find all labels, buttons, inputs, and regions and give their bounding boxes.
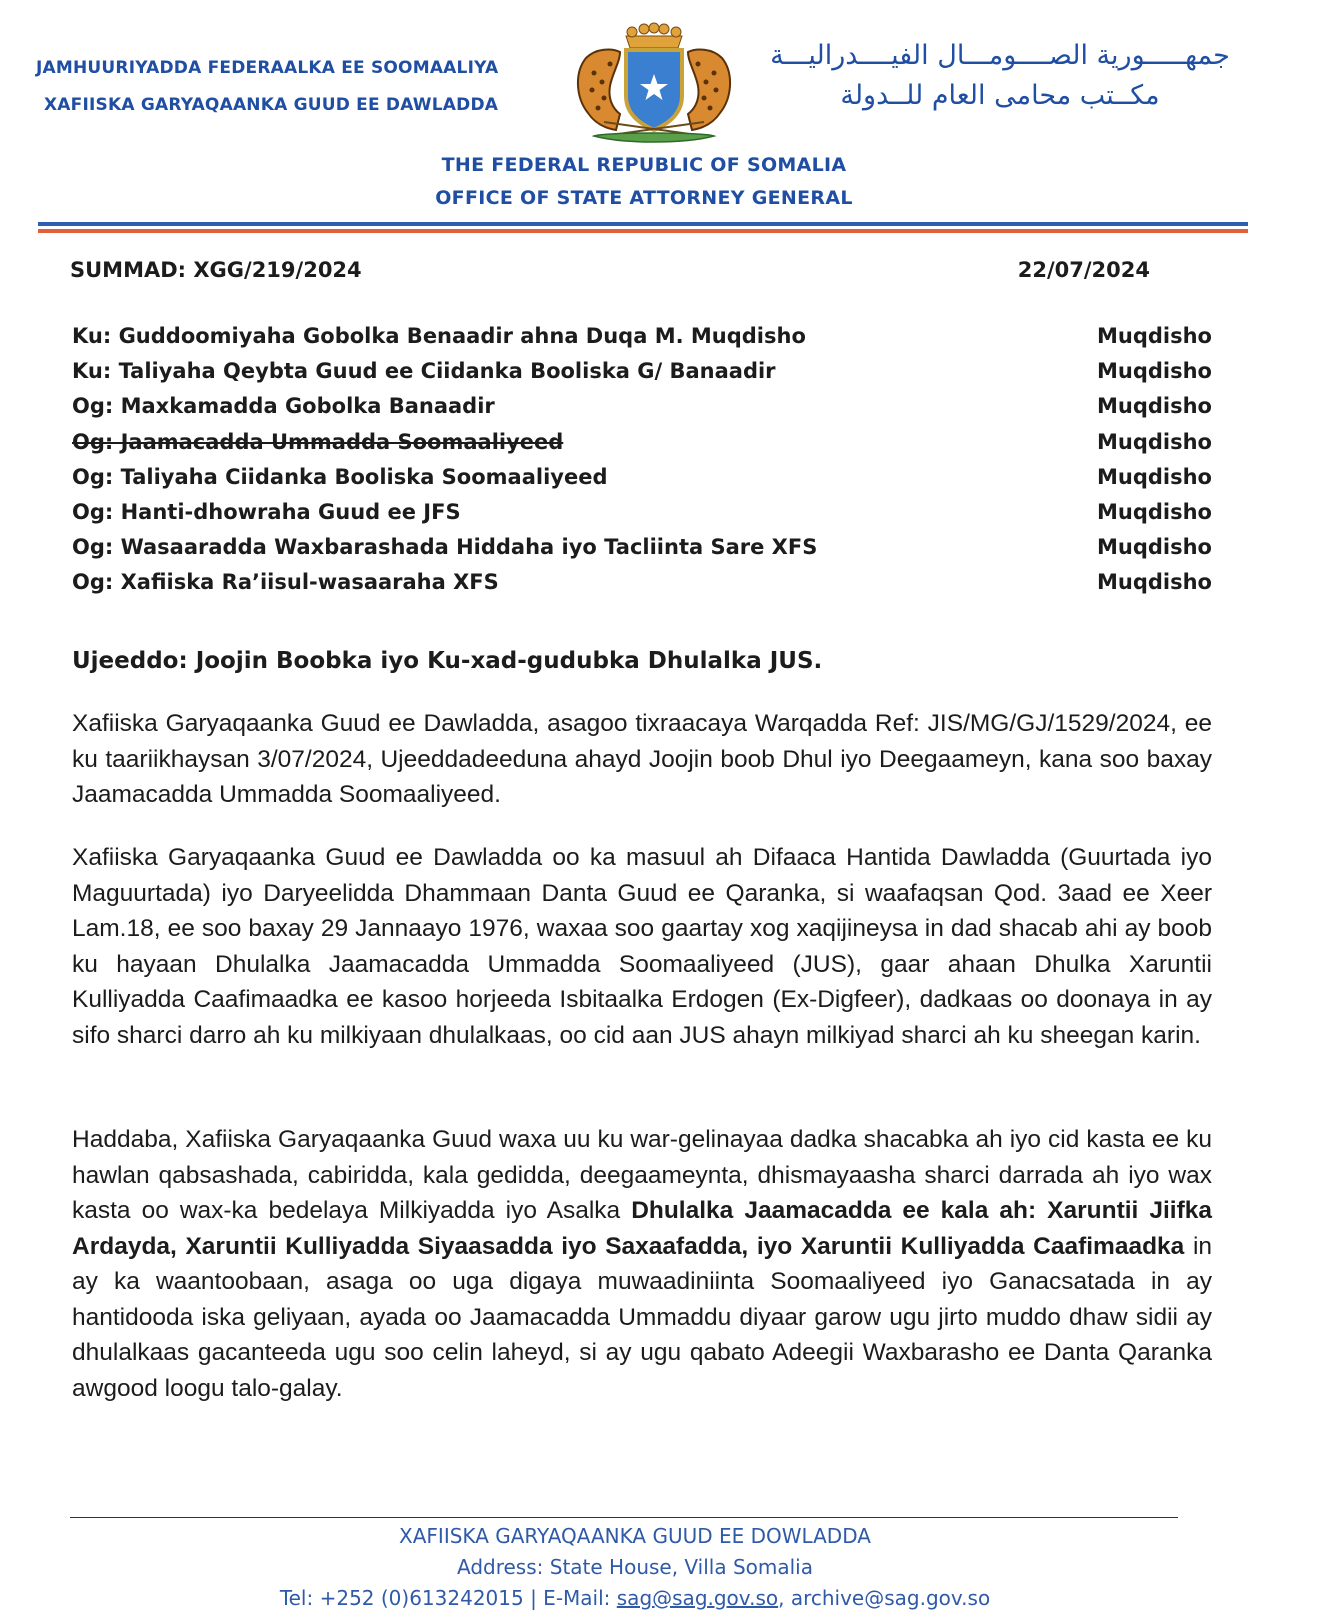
recipient-name: Og: Hanti-dhowraha Guud ee JFS (72, 499, 461, 524)
subject-line: Ujeeddo: Joojin Boobka iyo Ku-xad-gudubka Dhulalka JUS. (72, 648, 823, 674)
header-rule-blue (38, 222, 1248, 226)
recipient-name: Og: Xafiiska Ra’iisul-wasaaraha XFS (72, 570, 499, 595)
recipient-city: Muqdisho (1097, 570, 1212, 595)
letterhead-ar-line2: مكــتب محامى العام للــدولة (840, 80, 1160, 111)
recipient-row (72, 394, 1212, 429)
reference-number: SUMMAD: XGG/219/2024 (70, 258, 362, 282)
letter-date: 22/07/2024 (1017, 258, 1150, 282)
recipient-name: Ku: Taliyaha Qeybta Guud ee Ciidanka Booliska G/ Banaadir (72, 359, 776, 384)
letterhead-arabic (770, 40, 1230, 120)
recipient-row (72, 500, 1212, 535)
recipient-row (72, 465, 1212, 500)
recipient-name: Og: Wasaaradda Waxbarashada Hiddaha iyo Tacliinta Sare XFS (72, 535, 818, 560)
letterhead-so-line1: JAMHUURIYADDA FEDERAALKA EE SOOMAALIYA (36, 58, 499, 78)
body-paragraph-2: Xafiiska Garyaqaanka Guud ee Dawladda oo ka masuul ah Difaaca Hantida Dawladda (Guurtada iyo Maguurtada) iyo Daryeelidda Dhammaan Danta Guud ee Qaranka, si waafaqsan Qod. 3aad ee Xeer Lam.18, ee soo baxay 29 Jannaayo 1976, waxaa soo gaartay xog xaqijineysa in dad shacab ahi ay boob ku hayaan Dhulalka Jaamacadda Ummadda Soomaaliyeed (JUS), gaar ahaan Dhulka Xaruntii Kulliyadda Caafimaadka ee kasoo horjeeda Isbitaalka Erdogen (Ex-Digfeer), dadkaas oo doonaya in ay sifo sharci darro ah ku milkiyaan dhulalkaas, oo cid aan JUS ahayn milkiyad sharci ah ku sheegan karin. (72, 844, 1212, 1049)
recipient-row (72, 430, 1212, 465)
header-rule-orange (38, 229, 1248, 233)
letterhead-en-line1: THE FEDERAL REPUBLIC OF SOMALIA (441, 154, 847, 176)
recipient-city: Muqdisho (1097, 464, 1212, 489)
recipient-list (72, 324, 1212, 606)
footer (0, 1524, 1270, 1617)
footer-separator: , (778, 1586, 791, 1610)
letterhead-ar-line1: جمهـــــورية الصــــومـــال الفيــــدراليـــة (770, 40, 1230, 71)
letterhead-en-line2: OFFICE OF STATE ATTORNEY GENERAL (435, 187, 853, 209)
letterhead-english (0, 154, 1288, 220)
recipient-row (72, 570, 1212, 605)
recipient-name: Og: Jaamacadda Ummadda Soomaaliyeed (72, 429, 564, 454)
body-paragraph-3-emphasis: Dhulalka Jaamacadda ee kala ah: Xaruntii Jiifka Ardayda, Xaruntii Kulliyadda Siyaasadda iyo Saxaafadda, iyo Xaruntii Kulliyadda Caafimaadka (72, 1197, 1212, 1260)
recipient-row (72, 535, 1212, 570)
body-paragraph-3 (72, 1122, 1212, 1406)
recipient-row (72, 359, 1212, 394)
recipient-row (72, 324, 1212, 359)
letterhead-somali (36, 58, 556, 132)
recipient-city: Muqdisho (1097, 324, 1212, 348)
recipient-city: Muqdisho (1097, 429, 1212, 454)
footer-address: Address: State House, Villa Somalia (457, 1555, 813, 1579)
coat-of-arms-icon (564, 18, 744, 148)
footer-office: XAFIISKA GARYAQAANKA GUUD EE DOWLADDA (399, 1524, 871, 1548)
body-paragraph-3-end: in ay ka waantoobaan, asaga oo uga digaya muwaadiniinta Soomaaliyeed iyo Ganacsatada in ay hantidooda iska geliyaan, ayada oo Jaamacadda Ummaddu diyaar garow ugu jirto muddo dhaw sidii ay dhulalkaas gacanteeda ugu soo celin laheyd, si ay ugu qabato Adeegii Waxbarasho ee Danta Qaranka awgood loogu talo-galay. (72, 1232, 1213, 1402)
letterhead-so-line2: XAFIISKA GARYAQAANKA GUUD EE DAWLADDA (44, 95, 499, 115)
footer-rule (70, 1517, 1178, 1518)
email-archive: archive@sag.gov.so (790, 1586, 991, 1610)
email-link-sag[interactable]: sag@sag.gov.so (616, 1586, 779, 1610)
recipient-city: Muqdisho (1097, 394, 1212, 419)
footer-contact (0, 1586, 1270, 1617)
footer-tel: Tel: +252 (0)613242015 | E-Mail: (279, 1586, 617, 1610)
recipient-city: Muqdisho (1097, 535, 1212, 560)
recipient-name: Og: Taliyaha Ciidanka Booliska Soomaaliyeed (72, 464, 608, 489)
recipient-name: Ku: Guddoomiyaha Gobolka Benaadir ahna Duqa M. Muqdisho (72, 324, 806, 348)
body-paragraph-3-start: Haddaba, Xafiiska Garyaqaanka Guud waxa uu ku war-gelinayaa dadka shacabka ah iyo cid kasta ee ku hawlan qabsashada, cabiridda, kala gedidda, deegaameynta, dhismayaasha sharci darrada ah iyo wax kasta oo wax-ka bedelaya Milkiyadda iyo Asalka (72, 1126, 1212, 1224)
recipient-city: Muqdisho (1097, 359, 1212, 384)
recipient-name: Og: Maxkamadda Gobolka Banaadir (72, 394, 495, 419)
body-paragraph-1: Xafiiska Garyaqaanka Guud ee Dawladda, asagoo tixraacaya Warqadda Ref: JIS/MG/GJ/1529/2024, ee ku taariikhaysan 3/07/2024, Ujeeddadeeduna ahayd Joojin boob Dhul iyo Deegaameyn, kana soo baxay Jaamacadda Ummadda Soomaaliyeed. (72, 710, 1212, 808)
recipient-city: Muqdisho (1097, 499, 1212, 524)
